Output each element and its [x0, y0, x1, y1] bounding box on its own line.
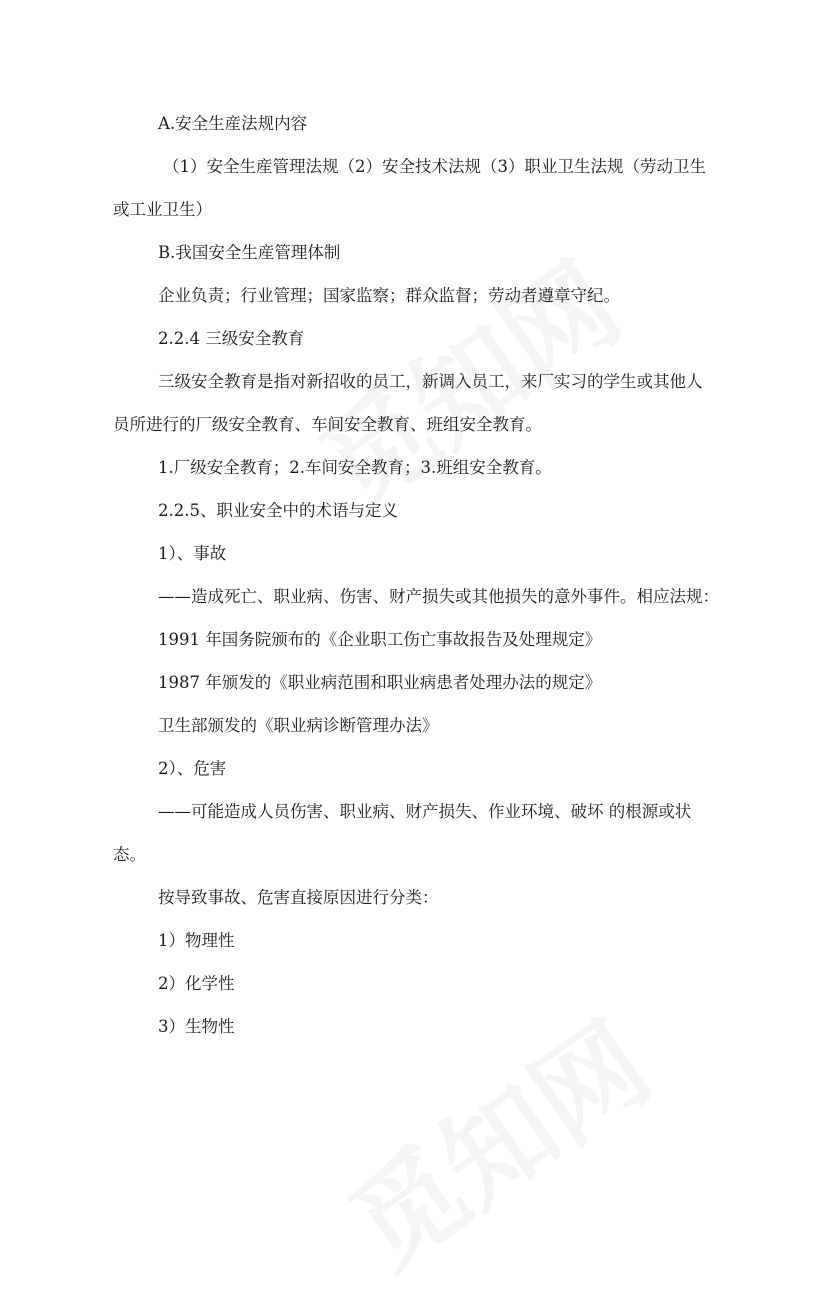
- list-item: 2）化学性: [158, 974, 235, 993]
- section-heading: B.我国安全生産管理体制: [158, 243, 341, 262]
- watermark: [315, 980, 676, 1298]
- subsection-heading: 1）、事故: [158, 544, 227, 563]
- paragraph-line: 1987 年颁发的《职业病范围和职业病患者处理办法的规定》: [158, 673, 602, 692]
- section-heading: A.安全生産法规内容: [158, 114, 308, 133]
- list-item: 3）生物性: [158, 1017, 235, 1036]
- paragraph-line: 卫生部颁发的《职业病诊断管理办法》: [158, 716, 439, 735]
- paragraph-line: ——造成死亡、职业病、伤害、财产损失或其他损失的意外事件。相应法规：: [158, 587, 719, 606]
- subsection-heading: 2）、危害: [158, 759, 227, 778]
- paragraph-line: 或工业卫生）: [113, 200, 212, 219]
- paragraph-line: ——可能造成人员伤害、职业病、财产损失、作业环境、破坏 的根源或状: [158, 802, 692, 821]
- paragraph-line: （1）安全生産管理法规（2）安全技术法规（3）职业卫生法规（劳动卫生: [163, 157, 706, 176]
- paragraph-line: 态。: [113, 845, 146, 864]
- paragraph-line: 三级安全教育是指对新招收的员工，新调入员工，来厂实习的学生或其他人: [158, 372, 703, 391]
- list-item: 1）物理性: [158, 931, 235, 950]
- section-heading: 2.2.5、职业安全中的术语与定义: [158, 501, 398, 520]
- paragraph-line: 企业负责；行业管理；国家监察；群众监督；劳动者遵章守纪。: [158, 286, 620, 305]
- section-heading: 2.2.4 三级安全教育: [158, 329, 305, 348]
- paragraph-line: 按导致事故、危害直接原因进行分类：: [158, 888, 439, 907]
- paragraph-line: 员所进行的厂级安全教育、车间安全教育、班组安全教育。: [113, 415, 542, 434]
- paragraph-line: 1.厂级安全教育；2.车间安全教育；3.班组安全教育。: [158, 458, 552, 477]
- paragraph-line: 1991 年国务院颁布的《企业职工伤亡事故报告及处理规定》: [158, 630, 602, 649]
